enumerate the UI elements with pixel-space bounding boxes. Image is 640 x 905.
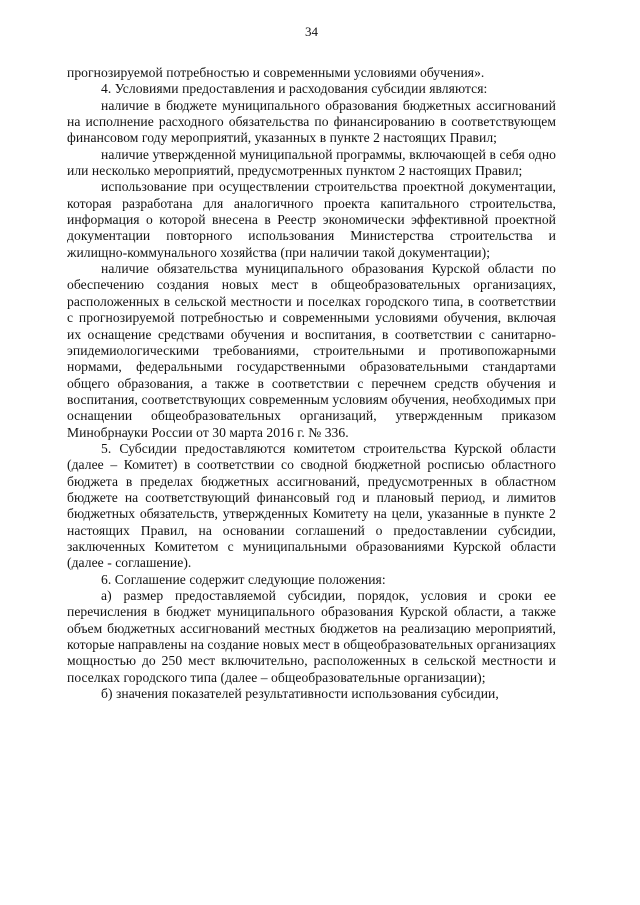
- paragraph-condition-documentation: использование при осуществлении строительства проектной документации, которая разработана для аналогичного проекта капитального строительства, информация о которой внесена в Реестр экономически эффективной проектной документации повторного использования Министерства строительства и жилищно-коммунального хозяйства (при наличии такой документации);: [67, 179, 556, 260]
- document-body: [67, 65, 556, 702]
- document-page: [67, 24, 556, 702]
- paragraph-clause-4-heading: 4. Условиями предоставления и расходования субсидии являются:: [101, 81, 488, 97]
- paragraph-clause-6b: б) значения показателей результативности использования субсидии,: [101, 686, 499, 702]
- paragraph-clause-5: 5. Субсидии предоставляются комитетом строительства Курской области (далее – Комитет) в соответствии со сводной бюджетной росписью областного бюджета в пределах бюджетных ассигнований, предусмотренных в областном бюджете на соответствующий финансовый год и плановый период, и лимитов бюджетных обязательств, утвержденных Комитету на цели, указанные в пункте 2 настоящих Правил, на основании соглашений о предоставлении субсидии, заключенных Комитетом с муниципальными образованиями Курской области (далее - соглашение).: [67, 440, 556, 571]
- paragraph-condition-program: наличие утвержденной муниципальной программы, включающей в себя одно или несколько мероприятий, предусмотренных пунктом 2 настоящих Правил;: [67, 146, 556, 179]
- paragraph-clause-6a: а) размер предоставляемой субсидии, порядок, условия и сроки ее перечисления в бюджет муниципального образования Курской области, а также объем бюджетных ассигнований местных бюджетов на реализацию мероприятий, которые направлены на создание новых мест в общеобразовательных организациях мощностью до 250 мест включительно, расположенных в сельской местности и поселках городского типа (далее – общеобразовательные организации);: [67, 588, 557, 685]
- paragraph-continuation: прогнозируемой потребностью и современными условиями обучения».: [67, 65, 485, 80]
- paragraph-clause-6-heading: 6. Соглашение содержит следующие положения:: [101, 571, 386, 587]
- paragraph-condition-obligation: наличие обязательства муниципального образования Курской области по обеспечению создания новых мест в общеобразовательных организациях, расположенных в сельской местности и поселках городского типа, в соответствии с прогнозируемой потребностью и современными условиями обучения, включая их оснащение средствами обучения и воспитания, в соответствии с санитарно-эпидемиологическими требованиями, строительными и противопожарными нормами, федеральными государственными образовательными стандартами общего образования, а также в соответствии с перечнем средств обучения и воспитания, соответствующих современным условиям обучения, необходимых при оснащении общеобразовательных организаций, утвержденным приказом Минобрнауки России от 30 марта 2016 г. № 336.: [67, 261, 556, 440]
- paragraph-condition-budget: наличие в бюджете муниципального образования бюджетных ассигнований на исполнение расходного обязательства по финансированию в соответствующем финансовом году мероприятий, указанных в пункте 2 настоящих Правил;: [67, 97, 556, 146]
- page-number: 34: [305, 24, 318, 39]
